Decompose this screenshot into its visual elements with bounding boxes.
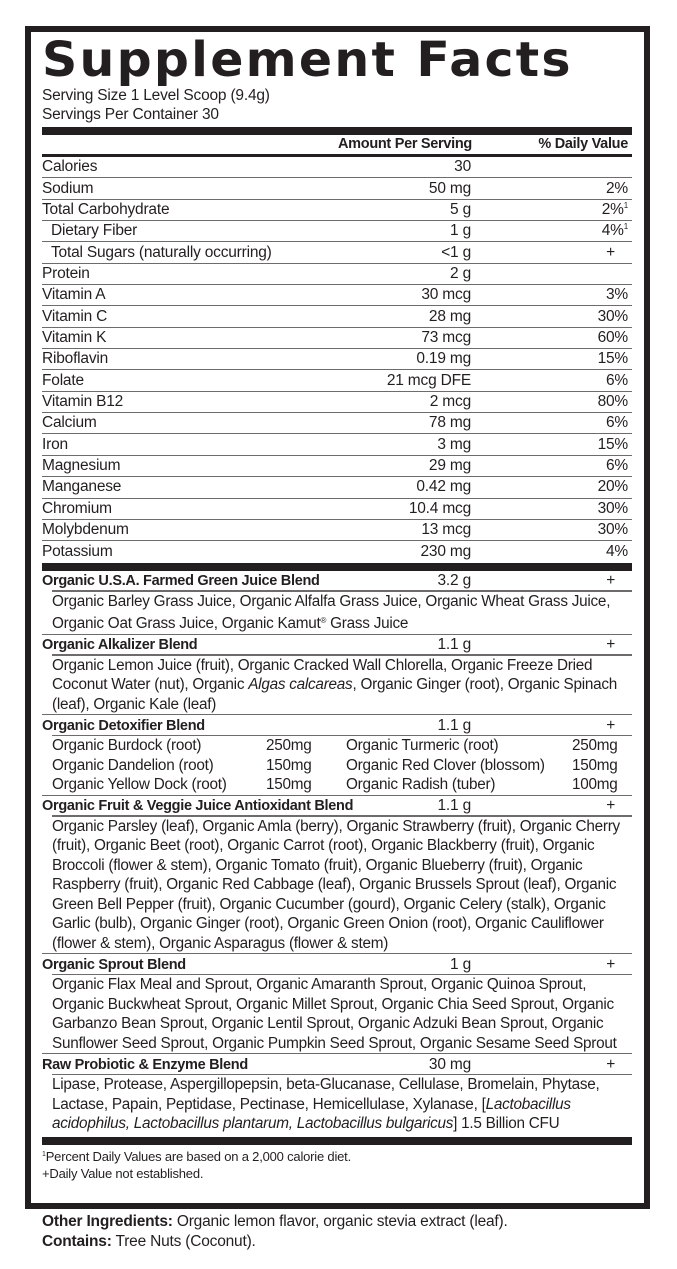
nutrient-daily-value — [471, 436, 632, 454]
panel-title: Supplement Facts — [42, 32, 573, 88]
blend-dv: + — [606, 716, 615, 734]
other-ingredients-label: Other Ingredients: — [42, 1213, 173, 1230]
blend-name: Organic U.S.A. Farmed Green Juice Blend — [42, 573, 320, 590]
ingredient-text-italic: Algas calcareas — [248, 676, 353, 694]
daily-value-text: 15% — [597, 350, 628, 368]
ingredient-text-italic: Lactobacillus acidophilus, Lactobacillus plantarum, Lactobacillus bulgaricus — [52, 1095, 571, 1133]
nutrient-row — [42, 157, 632, 178]
nutrient-row — [42, 221, 632, 242]
ingredient-text: ] 1.5 Billion CFU — [453, 1115, 560, 1133]
nutrient-daily-value — [471, 521, 632, 539]
daily-value-text: 15% — [597, 435, 628, 453]
nutrient-row — [42, 306, 632, 327]
nutrient-name: Dietary Fiber — [51, 222, 138, 240]
nutrient-name: Folate — [42, 371, 84, 389]
blend-dv: + — [606, 1055, 615, 1073]
nutrient-daily-value — [471, 478, 632, 496]
thick-divider — [42, 563, 632, 571]
blend-amount: 1.1 g — [437, 636, 471, 654]
contains-text: Tree Nuts (Coconut). — [111, 1232, 256, 1250]
nutrient-name: Magnesium — [42, 456, 121, 474]
daily-value-text: + — [606, 243, 615, 261]
blend-ingredients-alkalizer — [42, 656, 632, 716]
daily-value-text: 80% — [597, 392, 628, 410]
daily-value-text: 30% — [597, 521, 628, 539]
blend-amount: 30 mg — [428, 1055, 471, 1073]
footnotes — [42, 1145, 632, 1182]
nutrient-name: Vitamin K — [42, 328, 107, 346]
daily-value-text: 3% — [605, 286, 628, 304]
nutrient-daily-value — [471, 329, 632, 347]
nutrient-row — [42, 349, 632, 370]
nutrient-name: Total Sugars (naturally occurring) — [51, 243, 272, 261]
nutrient-amount: 1 g — [450, 222, 471, 240]
daily-value-text: 2% — [605, 179, 628, 197]
nutrient-row — [42, 520, 632, 541]
blend-ingredients-fruit-veggie: Organic Parsley (leaf), Organic Amla (berry), Organic Strawberry (fruit), Organic Cherry (fruit), Organic Beet (root), Organic Carrot (root), Organic Blackberry (fruit), Organic Broccoli (flower & stem), Organic Tomato (fruit), Organic Blueberry (fruit), Organic Raspberry (fruit), Organic Red Cabbage (leaf), Organic Brussels Sprout (leaf), Organic Green Bell Pepper (fruit), Organic Cucumber (gourd), Organic Celery (stalk), Organic Garlic (bulb), Organic Ginger (root), Organic Green Onion (root), Organic Cauliflower (flower & stem), Organic Asparagus (flower & stem) — [42, 817, 632, 955]
nutrient-row — [42, 242, 632, 263]
nutrient-amount: 10.4 mcg — [408, 499, 471, 517]
daily-value-text: 4% — [601, 222, 624, 240]
nutrient-name: Iron — [42, 435, 68, 453]
column-header-row — [42, 135, 632, 157]
daily-value-text: 20% — [597, 478, 628, 496]
supplement-facts-panel — [25, 26, 650, 1209]
nutrient-row — [42, 200, 632, 221]
nutrient-row — [42, 434, 632, 455]
ingredient-name: Organic Burdock (root) — [52, 737, 202, 755]
servings-per-container: Servings Per Container 30 — [42, 106, 219, 123]
nutrient-name: Calcium — [42, 414, 97, 432]
nutrient-daily-value — [471, 201, 632, 219]
footnote-marker: 1 — [623, 200, 628, 210]
nutrient-name: Protein — [42, 264, 90, 282]
blend-heading-sprout — [42, 954, 632, 975]
footnote-marker: 1 — [623, 222, 628, 232]
blend-heading-green-juice — [42, 571, 632, 592]
nutrient-amount: 13 mcg — [421, 521, 471, 539]
nutrient-amount: 2 mcg — [429, 392, 471, 410]
daily-value-text: 6% — [605, 371, 628, 389]
ingredient-name: Organic Turmeric (root) — [346, 737, 499, 755]
blend-heading-probiotic — [42, 1054, 632, 1075]
nutrient-name: Sodium — [42, 179, 94, 197]
blend-heading-fruit-veggie — [42, 796, 632, 817]
blend-heading-alkalizer — [42, 635, 632, 656]
thick-divider — [42, 127, 632, 135]
nutrient-daily-value — [471, 308, 632, 326]
nutrient-amount: 21 mcg DFE — [386, 371, 471, 389]
daily-value-text: 6% — [605, 456, 628, 474]
nutrient-daily-value — [471, 244, 632, 262]
detox-row — [52, 736, 632, 756]
nutrient-amount: 0.42 mg — [416, 478, 471, 496]
allergen-contains — [42, 1232, 508, 1252]
nutrient-amount: <1 g — [441, 243, 471, 261]
nutrient-amount: 5 g — [450, 200, 471, 218]
nutrient-name: Manganese — [42, 478, 122, 496]
nutrient-amount: 30 — [454, 158, 471, 176]
blend-ingredients-green-juice — [42, 592, 632, 635]
nutrient-daily-value — [471, 372, 632, 390]
amount-per-serving-header: Amount Per Serving — [338, 136, 472, 152]
nutrient-amount: 0.19 mg — [416, 350, 471, 368]
blend-dv: + — [606, 797, 615, 815]
thick-divider — [42, 1137, 632, 1145]
blend-name: Raw Probiotic & Enzyme Blend — [42, 1056, 248, 1073]
blend-amount: 1 g — [450, 955, 471, 973]
ingredient-amount: 150mg — [266, 756, 312, 774]
nutrient-amount: 78 mg — [428, 414, 471, 432]
nutrient-amount: 73 mcg — [421, 328, 471, 346]
ingredient-text: Organic Barley Grass Juice, Organic Alfalfa Grass Juice, Organic Wheat Grass Juice, Organic Oat Grass Juice, Organic Kamut — [52, 592, 611, 633]
nutrient-daily-value — [471, 543, 632, 561]
daily-value-text: 30% — [597, 307, 628, 325]
blend-amount: 3.2 g — [437, 572, 471, 590]
nutrient-row — [42, 541, 632, 562]
nutrient-name: Vitamin A — [42, 286, 106, 304]
nutrient-name: Vitamin C — [42, 307, 108, 325]
nutrient-row — [42, 456, 632, 477]
ingredient-name: Organic Yellow Dock (root) — [52, 776, 227, 794]
other-ingredients-text: Organic lemon flavor, organic stevia extract (leaf). — [172, 1213, 508, 1230]
nutrient-row — [42, 499, 632, 520]
ingredient-amount: 250mg — [572, 737, 618, 755]
contains-label: Contains: — [42, 1232, 112, 1250]
nutrient-row — [42, 477, 632, 498]
nutrient-daily-value — [471, 180, 632, 198]
nutrient-name: Vitamin B12 — [42, 392, 124, 410]
daily-value-header: % Daily Value — [538, 136, 628, 152]
registered-mark: ® — [320, 616, 327, 626]
blend-dv: + — [606, 955, 615, 973]
nutrient-daily-value — [471, 222, 632, 240]
ingredient-amount: 150mg — [266, 776, 312, 794]
nutrient-daily-value — [471, 457, 632, 475]
ingredient-amount: 250mg — [266, 737, 312, 755]
blend-name: Organic Detoxifier Blend — [42, 717, 205, 734]
nutrient-amount: 2 g — [450, 264, 471, 282]
nutrient-amount: 230 mg — [420, 542, 471, 560]
nutrient-name: Chromium — [42, 499, 112, 517]
nutrient-name: Molybdenum — [42, 521, 129, 539]
blend-dv: + — [606, 572, 615, 590]
blend-name: Organic Alkalizer Blend — [42, 637, 198, 654]
nutrient-name: Riboflavin — [42, 350, 109, 368]
nutrient-row — [42, 328, 632, 349]
ingredient-text: , Organic Ginger (root), Organic Spinach (leaf), Organic Kale (leaf) — [52, 676, 618, 713]
nutrient-daily-value — [471, 414, 632, 432]
blend-ingredients-probiotic — [42, 1075, 632, 1134]
nutrient-amount: 29 mg — [428, 456, 471, 474]
nutrient-row — [42, 285, 632, 306]
daily-value-text: 60% — [597, 328, 628, 346]
ingredient-text: Grass Juice — [326, 615, 409, 633]
nutrient-daily-value — [471, 393, 632, 411]
blend-dv: + — [606, 636, 615, 654]
nutrient-row — [42, 178, 632, 199]
ingredient-amount: 100mg — [572, 776, 618, 794]
blend-ingredients-sprout: Organic Flax Meal and Sprout, Organic Amaranth Sprout, Organic Quinoa Sprout, Organic Buckwheat Sprout, Organic Millet Sprout, Organic Chia Seed Sprout, Organic Garbanzo Bean Sprout, Organic Lentil Sprout, Organic Adzuki Bean Sprout, Organic Sunflower Seed Sprout, Organic Pumpkin Seed Sprout, Organic Sesame Seed Sprout — [42, 975, 632, 1054]
ingredient-name: Organic Red Clover (blossom) — [346, 756, 545, 774]
ingredient-amount: 150mg — [572, 756, 618, 774]
nutrient-amount: 30 mcg — [421, 286, 471, 304]
nutrient-row — [42, 370, 632, 391]
nutrient-table — [42, 157, 632, 563]
footnote-not-established: +Daily Value not established. — [42, 1165, 204, 1181]
serving-size: Serving Size 1 Level Scoop (9.4g) — [42, 87, 270, 104]
footnote-text: Percent Daily Values are based on a 2,000 calorie diet. — [45, 1148, 351, 1164]
detoxifier-ingredient-table — [42, 736, 632, 796]
nutrient-daily-value — [471, 350, 632, 368]
nutrient-name: Potassium — [42, 542, 113, 560]
nutrient-name: Total Carbohydrate — [42, 200, 170, 218]
blend-amount: 1.1 g — [437, 716, 471, 734]
other-ingredients-section — [42, 1212, 508, 1251]
blend-amount: 1.1 g — [437, 797, 471, 815]
nutrient-daily-value — [471, 286, 632, 304]
footnote-daily-values — [42, 1146, 632, 1165]
nutrient-row — [42, 264, 632, 285]
footnote-marker: 1 — [42, 1150, 46, 1158]
ingredient-text: Organic Lemon Juice (fruit), Organic Cracked Wall Chlorella, Organic Freeze Dried Coconut Water (nut), Organic — [52, 656, 593, 694]
nutrient-daily-value — [471, 500, 632, 518]
detox-row — [52, 756, 632, 776]
daily-value-text: 4% — [605, 542, 628, 560]
blend-name: Organic Sprout Blend — [42, 956, 186, 973]
ingredient-name: Organic Dandelion (root) — [52, 756, 214, 774]
blend-heading-detoxifier — [42, 715, 632, 736]
ingredient-name: Organic Radish (tuber) — [346, 776, 496, 794]
nutrient-amount: 3 mg — [437, 435, 471, 453]
detox-row — [52, 775, 632, 795]
daily-value-text: 2% — [601, 200, 624, 218]
nutrient-row — [42, 413, 632, 434]
daily-value-text: 30% — [597, 499, 628, 517]
nutrient-name: Calories — [42, 158, 98, 176]
nutrient-amount: 50 mg — [428, 179, 471, 197]
other-ingredients — [42, 1212, 508, 1232]
nutrient-row — [42, 392, 632, 413]
daily-value-text: 6% — [605, 414, 628, 432]
ingredient-text: Lipase, Protease, Aspergillopepsin, beta-Glucanase, Cellulase, Bromelain, Phytase, Lactase, Papain, Peptidase, Pectinase, Hemicellulase, Xylanase, [ — [52, 1076, 600, 1113]
nutrient-amount: 28 mg — [428, 307, 471, 325]
blend-name: Organic Fruit & Veggie Juice Antioxidant Blend — [42, 798, 354, 815]
